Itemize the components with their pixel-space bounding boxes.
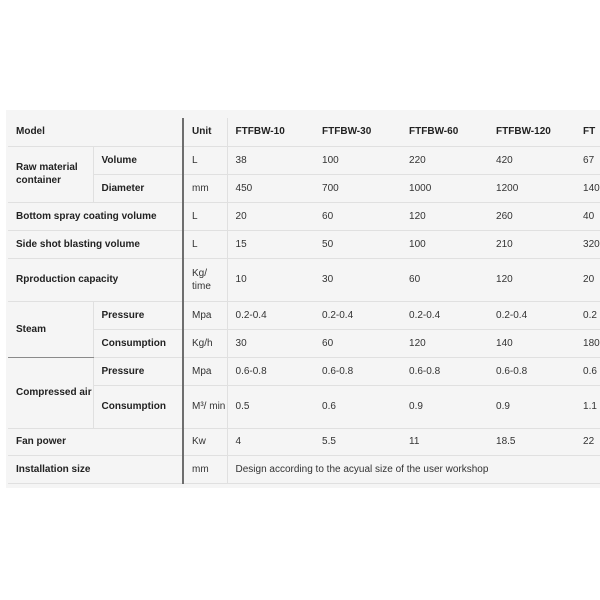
value-cell: 450	[227, 174, 314, 202]
header-model-col: FTFBW-30	[314, 118, 401, 146]
value-cell: 120	[401, 202, 488, 230]
table-row	[8, 146, 600, 174]
value-cell: 1.1	[575, 385, 600, 428]
value-cell: 140	[488, 329, 575, 357]
value-cell: 320	[575, 230, 600, 258]
value-cell: 220	[401, 146, 488, 174]
value-cell: 180	[575, 329, 600, 357]
value-cell: 15	[227, 230, 314, 258]
value-cell: 30	[227, 329, 314, 357]
row-label-capacity: Rproduction capacity	[8, 258, 183, 301]
value-cell: 120	[488, 258, 575, 301]
unit-cell: L	[183, 202, 227, 230]
value-cell: 0.2-0.4	[227, 301, 314, 329]
value-cell: 0.6-0.8	[401, 357, 488, 385]
value-cell: 10	[227, 258, 314, 301]
value-cell: 0.2-0.4	[401, 301, 488, 329]
header-model: Model	[8, 118, 183, 146]
value-cell: 67	[575, 146, 600, 174]
value-cell: 0.6-0.8	[227, 357, 314, 385]
value-cell: 18.5	[488, 428, 575, 455]
value-cell: 120	[401, 329, 488, 357]
spec-table	[8, 118, 600, 484]
value-cell: 60	[401, 258, 488, 301]
table-row	[8, 385, 600, 428]
value-cell: 0.6	[575, 357, 600, 385]
group-label-compressed-air: Compressed air	[8, 357, 93, 428]
table-row	[8, 455, 600, 483]
header-row	[8, 118, 600, 146]
param-label: Pressure	[93, 301, 183, 329]
value-cell: 30	[314, 258, 401, 301]
value-cell: 0.9	[401, 385, 488, 428]
value-cell: 0.6-0.8	[314, 357, 401, 385]
param-label: Diameter	[93, 174, 183, 202]
unit-cell: L	[183, 146, 227, 174]
value-cell: 0.2-0.4	[488, 301, 575, 329]
value-cell: 11	[401, 428, 488, 455]
spec-table-container	[6, 110, 600, 488]
param-label: Consumption	[93, 385, 183, 428]
value-cell: 700	[314, 174, 401, 202]
table-row	[8, 230, 600, 258]
header-unit: Unit	[183, 118, 227, 146]
table-row	[8, 301, 600, 329]
table-row	[8, 174, 600, 202]
row-label-fan-power: Fan power	[8, 428, 183, 455]
value-cell: 40	[575, 202, 600, 230]
value-cell: 210	[488, 230, 575, 258]
value-cell: 0.6-0.8	[488, 357, 575, 385]
value-cell: 100	[314, 146, 401, 174]
value-cell: 50	[314, 230, 401, 258]
value-cell: 0.5	[227, 385, 314, 428]
value-cell: 0.2	[575, 301, 600, 329]
value-cell: 20	[227, 202, 314, 230]
header-model-col: FTFBW-120	[488, 118, 575, 146]
value-cell: 420	[488, 146, 575, 174]
unit-cell: Mpa	[183, 301, 227, 329]
unit-cell: mm	[183, 174, 227, 202]
group-label-raw-material: Raw material container	[8, 146, 93, 202]
value-cell: 4	[227, 428, 314, 455]
row-label-installation-size: Installation size	[8, 455, 183, 483]
table-row	[8, 357, 600, 385]
value-cell: 1000	[401, 174, 488, 202]
header-model-col: FT	[575, 118, 600, 146]
unit-cell: Mpa	[183, 357, 227, 385]
value-cell: 140	[575, 174, 600, 202]
value-cell: 60	[314, 202, 401, 230]
header-model-col: FTFBW-60	[401, 118, 488, 146]
param-label: Volume	[93, 146, 183, 174]
value-cell: 260	[488, 202, 575, 230]
table-row	[8, 258, 600, 301]
unit-cell: Kg/h	[183, 329, 227, 357]
value-cell: 22	[575, 428, 600, 455]
table-row	[8, 428, 600, 455]
value-cell: 20	[575, 258, 600, 301]
unit-cell: L	[183, 230, 227, 258]
row-label-side-shot: Side shot blasting volume	[8, 230, 183, 258]
value-cell: 60	[314, 329, 401, 357]
value-cell: 0.9	[488, 385, 575, 428]
unit-cell: M³/ min	[183, 385, 227, 428]
value-cell: 38	[227, 146, 314, 174]
header-model-col: FTFBW-10	[227, 118, 314, 146]
unit-cell: Kg/ time	[183, 258, 227, 301]
unit-cell: mm	[183, 455, 227, 483]
row-label-bottom-spray: Bottom spray coating volume	[8, 202, 183, 230]
value-cell: 0.2-0.4	[314, 301, 401, 329]
value-cell: 100	[401, 230, 488, 258]
value-cell: 1200	[488, 174, 575, 202]
table-row	[8, 202, 600, 230]
group-label-steam: Steam	[8, 301, 93, 357]
table-row	[8, 329, 600, 357]
unit-cell: Kw	[183, 428, 227, 455]
installation-note: Design according to the acyual size of the user workshop	[227, 455, 600, 483]
param-label: Pressure	[93, 357, 183, 385]
value-cell: 0.6	[314, 385, 401, 428]
value-cell: 5.5	[314, 428, 401, 455]
param-label: Consumption	[93, 329, 183, 357]
